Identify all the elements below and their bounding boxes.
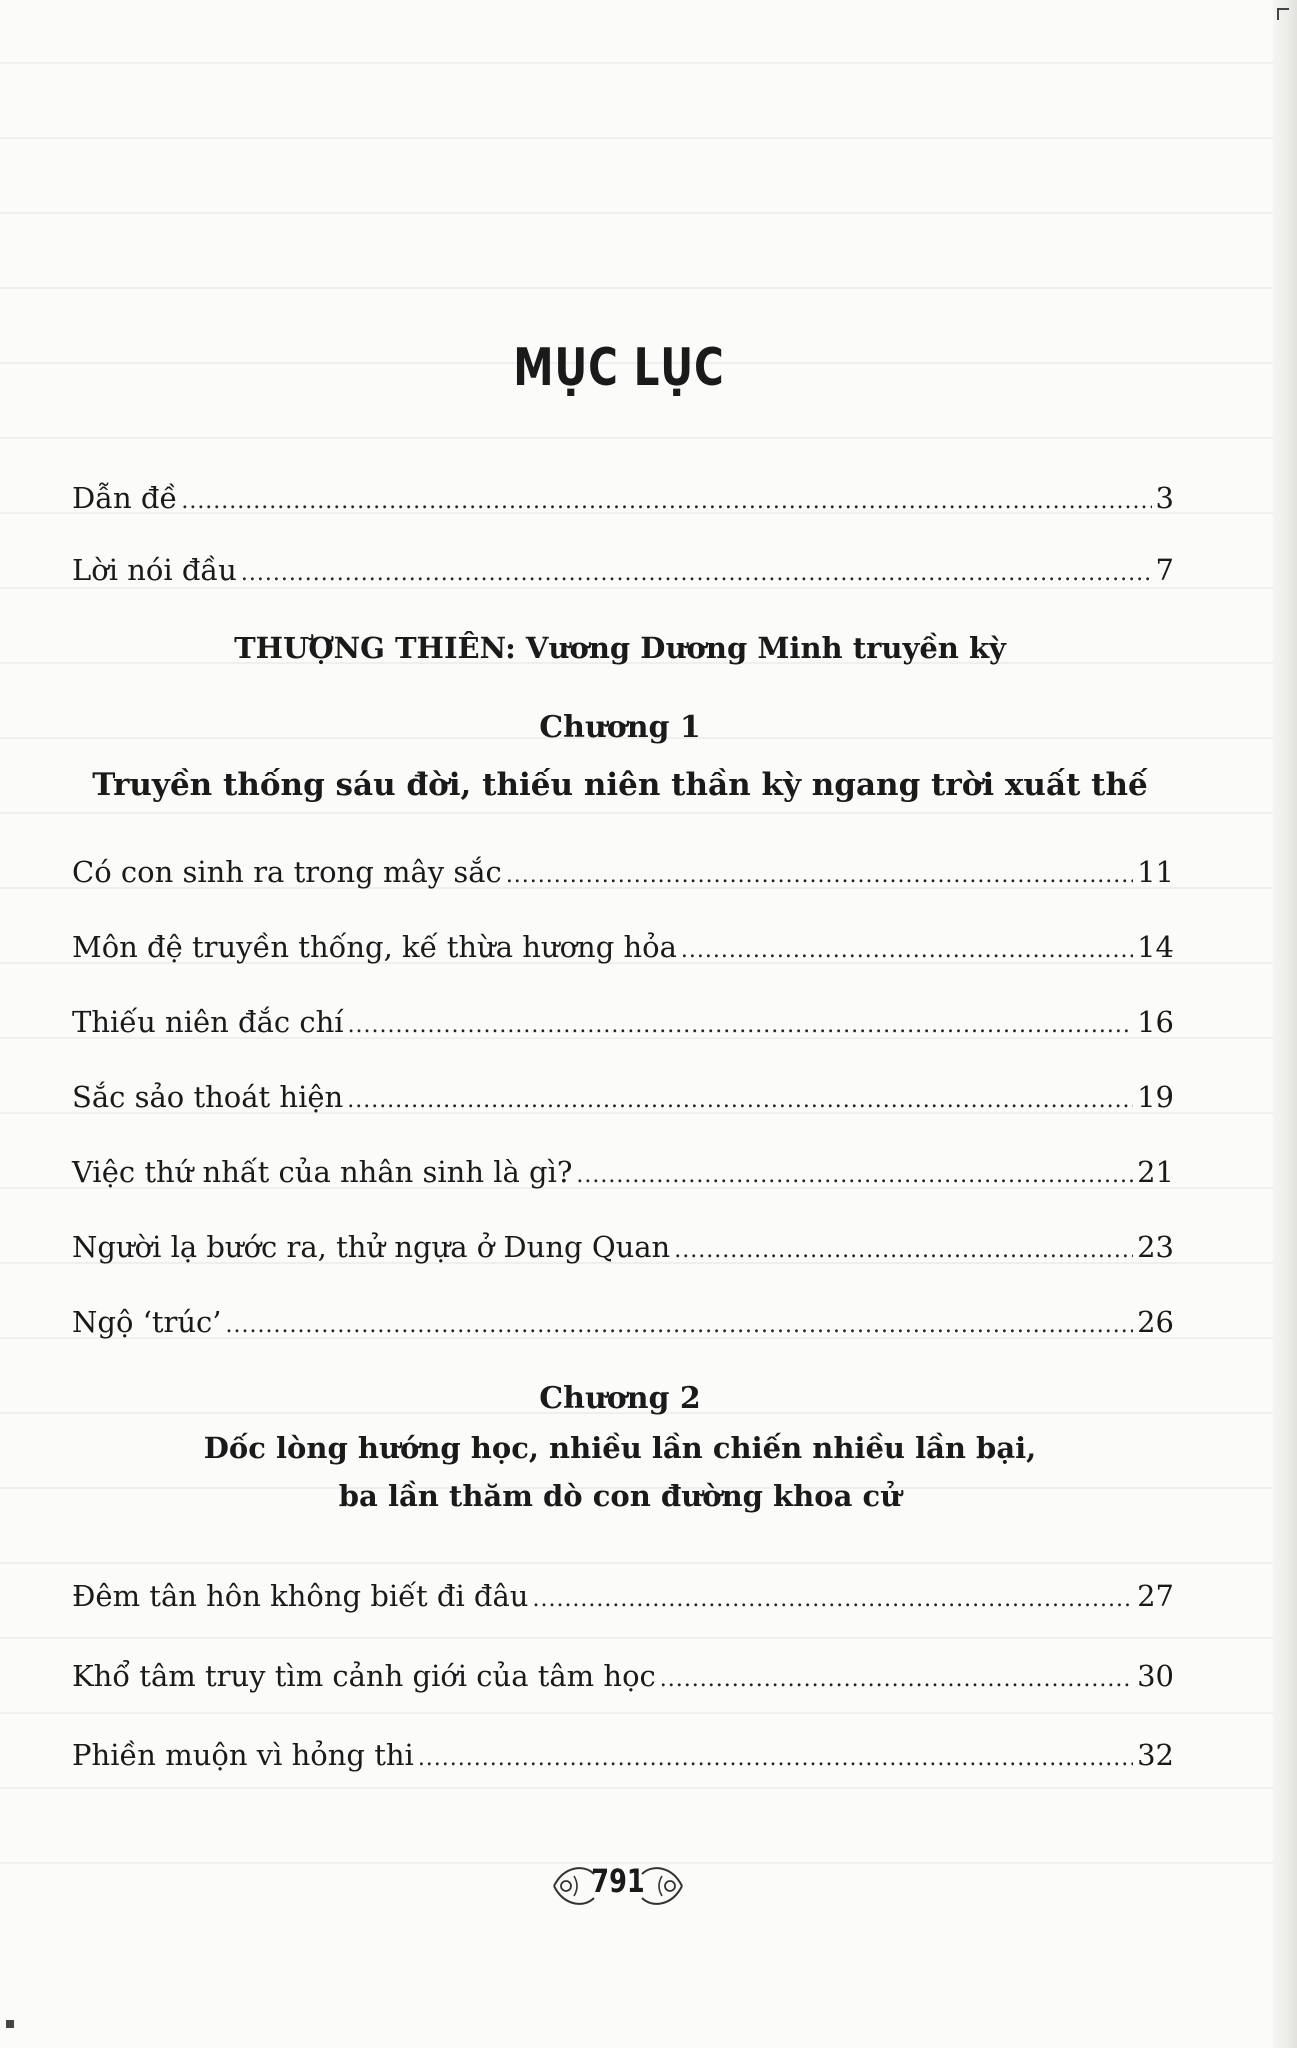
leader-dots bbox=[241, 554, 1152, 594]
leader-dots bbox=[674, 1231, 1133, 1271]
toc-entry[interactable] bbox=[72, 1152, 1174, 1196]
toc-entry-page: 14 bbox=[1137, 930, 1174, 964]
toc-entry[interactable] bbox=[72, 478, 1174, 522]
chapter-title: Truyền thống sáu đời, thiếu niên thần kỳ ngang trời xuất thế bbox=[92, 767, 1148, 803]
toc-entry-page: 16 bbox=[1137, 1005, 1174, 1039]
toc-entry-page: 30 bbox=[1137, 1659, 1174, 1693]
toc-entry-text: Đêm tân hôn không biết đi đâu bbox=[72, 1579, 529, 1613]
toc-entry-text: Thiếu niên đắc chí bbox=[72, 1005, 344, 1039]
toc-entry-text: Có con sinh ra trong mây sắc bbox=[72, 855, 502, 889]
crop-mark bbox=[1277, 8, 1289, 20]
leader-dots bbox=[226, 1306, 1134, 1346]
toc-entry-page: 7 bbox=[1155, 553, 1174, 587]
part-heading: THƯỢNG THIÊN: Vương Dương Minh truyền kỳ bbox=[234, 631, 1006, 665]
toc-entry-text: Môn đệ truyền thống, kế thừa hương hỏa bbox=[72, 930, 677, 964]
toc-entry-text: Khổ tâm truy tìm cảnh giới của tâm học bbox=[72, 1659, 656, 1693]
toc-entry-page: 11 bbox=[1137, 855, 1174, 889]
toc-entry[interactable] bbox=[72, 1735, 1174, 1779]
toc-entry-page: 27 bbox=[1137, 1579, 1174, 1613]
toc-entry-text: Phiền muộn vì hỏng thi bbox=[72, 1738, 414, 1772]
toc-entry[interactable] bbox=[72, 1077, 1174, 1121]
toc-entry-text: Lời nói đầu bbox=[72, 553, 237, 587]
toc-entry[interactable] bbox=[72, 1227, 1174, 1271]
toc-entry[interactable] bbox=[72, 1576, 1174, 1620]
page-number-ornament bbox=[548, 1858, 688, 1914]
toc-entry-text: Dẫn đề bbox=[72, 481, 178, 515]
toc-entry-text: Người lạ bước ra, thử ngựa ở Dung Quan bbox=[72, 1230, 671, 1264]
leader-dots bbox=[576, 1156, 1133, 1196]
leader-dots bbox=[532, 1580, 1133, 1620]
toc-entry-page: 32 bbox=[1137, 1738, 1174, 1772]
leader-dots bbox=[347, 1081, 1133, 1121]
toc-entry-page: 26 bbox=[1137, 1305, 1174, 1339]
leader-dots bbox=[181, 482, 1151, 522]
toc-entry[interactable] bbox=[72, 550, 1174, 594]
page-title: MỤC LỤC bbox=[513, 338, 725, 398]
toc-entry[interactable] bbox=[72, 1656, 1174, 1700]
toc-entry-page: 23 bbox=[1137, 1230, 1174, 1264]
toc-entry[interactable] bbox=[72, 927, 1174, 971]
toc-entry-text: Ngộ ‘trúc’ bbox=[72, 1305, 222, 1339]
leader-dots bbox=[418, 1739, 1133, 1779]
chapter-title-line: Dốc lòng hướng học, nhiều lần chiến nhiều lần bại, bbox=[203, 1431, 1037, 1465]
toc-entry-text: Sắc sảo thoát hiện bbox=[72, 1080, 344, 1114]
toc-entry[interactable] bbox=[72, 1302, 1174, 1346]
leader-dots bbox=[660, 1660, 1133, 1700]
page-edge-shadow bbox=[1273, 0, 1297, 2048]
chapter-label: Chương 1 bbox=[539, 710, 701, 745]
toc-entry[interactable] bbox=[72, 852, 1174, 896]
toc-entry-page: 19 bbox=[1137, 1080, 1174, 1114]
toc-entry-page: 3 bbox=[1155, 481, 1174, 515]
toc-entry-text: Việc thứ nhất của nhân sinh là gì? bbox=[72, 1155, 573, 1189]
page-number: 791 bbox=[591, 1862, 645, 1900]
leader-dots bbox=[506, 856, 1133, 896]
crop-mark bbox=[6, 2020, 14, 2028]
toc-entry[interactable] bbox=[72, 1002, 1174, 1046]
leader-dots bbox=[348, 1006, 1134, 1046]
chapter-label: Chương 2 bbox=[539, 1381, 701, 1416]
toc-entry-page: 21 bbox=[1137, 1155, 1174, 1189]
leader-dots bbox=[681, 931, 1133, 971]
chapter-title-line: ba lần thăm dò con đường khoa cử bbox=[338, 1479, 902, 1513]
